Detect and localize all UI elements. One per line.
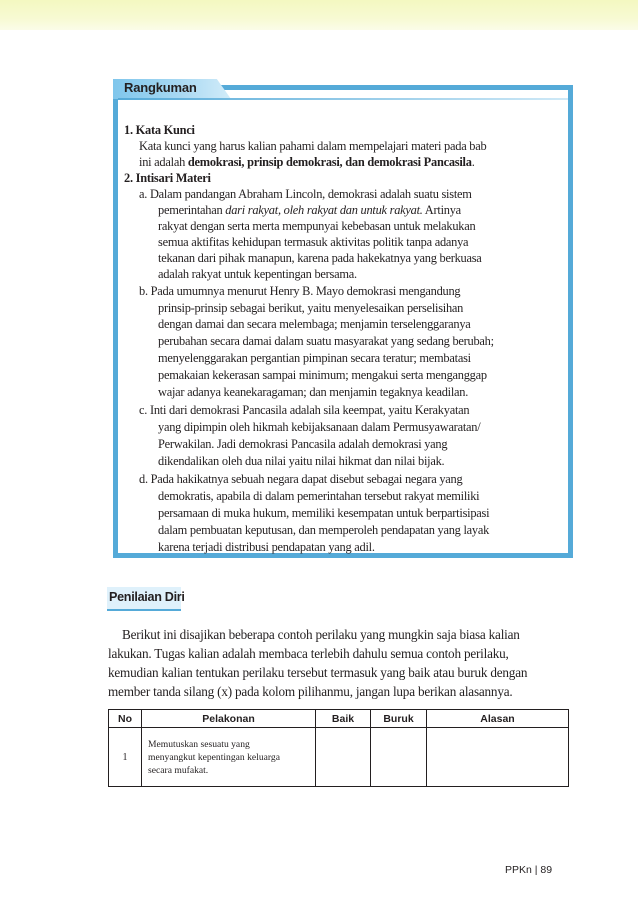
point-c-line: c. Inti dari demokrasi Pancasila adalah sila keempat, yaitu Kerakyatan <box>139 403 470 417</box>
penilaian-paragraph-line: lakukan. Tugas kalian adalah membaca terlebih dahulu semua contoh perilaku, <box>108 646 509 661</box>
kata-kunci-keywords: demokrasi, prinsip demokrasi, dan demokrasi Pancasila <box>187 155 472 169</box>
point-b-line: dengan damai dan secara melembaga; menjamin terselenggaranya <box>158 317 471 331</box>
assessment-table <box>108 709 569 787</box>
point-a-line: tekanan dari pihak manapun, karena pada hakekatnya yang berkuasa <box>158 251 482 265</box>
kata-kunci-text <box>139 154 475 170</box>
page-number: PPKn | 89 <box>505 864 553 876</box>
kata-kunci-suffix: . <box>471 155 475 169</box>
point-b-line: wajar adanya keanekaragaman; dan menjamin tegaknya keadilan. <box>158 385 469 399</box>
cell-alasan[interactable] <box>427 728 569 787</box>
kata-kunci-text: Kata kunci yang harus kalian pahami dalam mempelajari materi pada bab <box>139 139 487 153</box>
table-header-row <box>109 710 569 728</box>
point-c-line: Perwakilan. Jadi demokrasi Pancasila adalah demokrasi yang <box>158 437 448 451</box>
top-color-band <box>0 0 638 30</box>
penilaian-paragraph-line: member tanda silang (x) pada kolom pilihanmu, jangan lupa berikan alasannya. <box>108 684 513 699</box>
cell-baik[interactable] <box>316 728 371 787</box>
header-pelakonan: Pelakonan <box>142 710 316 728</box>
point-b-line: perubahan secara damai dalam suatu masyarakat yang sedang berubah; <box>158 334 494 348</box>
point-c-line: yang dipimpin oleh hikmah kebijaksanaan dalam Permusyawaratan/ <box>158 420 481 434</box>
header-alasan: Alasan <box>427 710 569 728</box>
point-b-line: pemakaian kekerasan sampai minimum; mengakui serta menganggap <box>158 368 487 382</box>
point-b-line: prinsip-prinsip sebagai berikut, yaitu menyelesaikan perselisihan <box>158 301 464 315</box>
point-d-line: demokratis, apabila di dalam pemerintahan tersebut rakyat memiliki <box>158 489 480 503</box>
penilaian-title: Penilaian Diri <box>109 590 185 604</box>
table-row <box>109 728 569 787</box>
pelakonan-line: Memutuskan sesuatu yang <box>148 738 250 750</box>
summary-title: Rangkuman <box>124 80 197 95</box>
point-d-line: persamaan di muka hukum, memiliki kesempatan untuk berpartisipasi <box>158 506 490 520</box>
summary-tab-underline <box>118 98 568 100</box>
point-d-line: dalam pembuatan keputusan, dan memperoleh pendapatan yang layak <box>158 523 490 537</box>
point-a-suffix: Artinya <box>422 203 461 217</box>
pelakonan-line: menyangkut kepentingan keluarga <box>148 751 280 763</box>
point-a-line: adalah rakyat untuk kepentingan bersama. <box>158 267 357 281</box>
point-d-line: karena terjadi distribusi pendapatan yang adil. <box>158 540 375 554</box>
point-a-line: rakyat dengan serta merta mempunyai kebebasan untuk melakukan <box>158 219 476 233</box>
header-baik: Baik <box>316 710 371 728</box>
cell-buruk[interactable] <box>371 728 427 787</box>
penilaian-paragraph-line: Berikut ini disajikan beberapa contoh perilaku yang mungkin saja biasa kalian <box>122 627 520 642</box>
point-c-line: dikendalikan oleh dua nilai yaitu nilai hikmat dan nilai bijak. <box>158 454 445 468</box>
pelakonan-line: secara mufakat. <box>148 764 209 776</box>
header-buruk: Buruk <box>371 710 427 728</box>
point-a-line: a. Dalam pandangan Abraham Lincoln, demokrasi adalah suatu sistem <box>139 187 472 201</box>
point-a-line: semua aktifitas kehidupan termasuk aktivitas politik tanpa adanya <box>158 235 469 249</box>
cell-pelakonan <box>142 728 316 787</box>
intisari-heading: 2. Intisari Materi <box>124 171 211 185</box>
point-b-line: menyelenggarakan pergantian pimpinan secara teratur; membatasi <box>158 351 471 365</box>
kata-kunci-heading: 1. Kata Kunci <box>124 123 195 137</box>
point-a-prefix: pemerintahan <box>158 203 226 217</box>
cell-no: 1 <box>109 728 142 787</box>
point-a-italic: dari rakyat, oleh rakyat dan untuk rakyat. <box>225 203 423 217</box>
penilaian-paragraph-line: kemudian kalian tentukan perilaku tersebut termasuk yang baik atau buruk dengan <box>108 665 528 680</box>
point-b-line: b. Pada umumnya menurut Henry B. Mayo demokrasi mengandung <box>139 284 461 298</box>
point-d-line: d. Pada hakikatnya sebuah negara dapat disebut sebagai negara yang <box>139 472 463 486</box>
header-no: No <box>109 710 142 728</box>
point-a-line <box>158 202 461 218</box>
kata-kunci-prefix: ini adalah <box>139 155 188 169</box>
